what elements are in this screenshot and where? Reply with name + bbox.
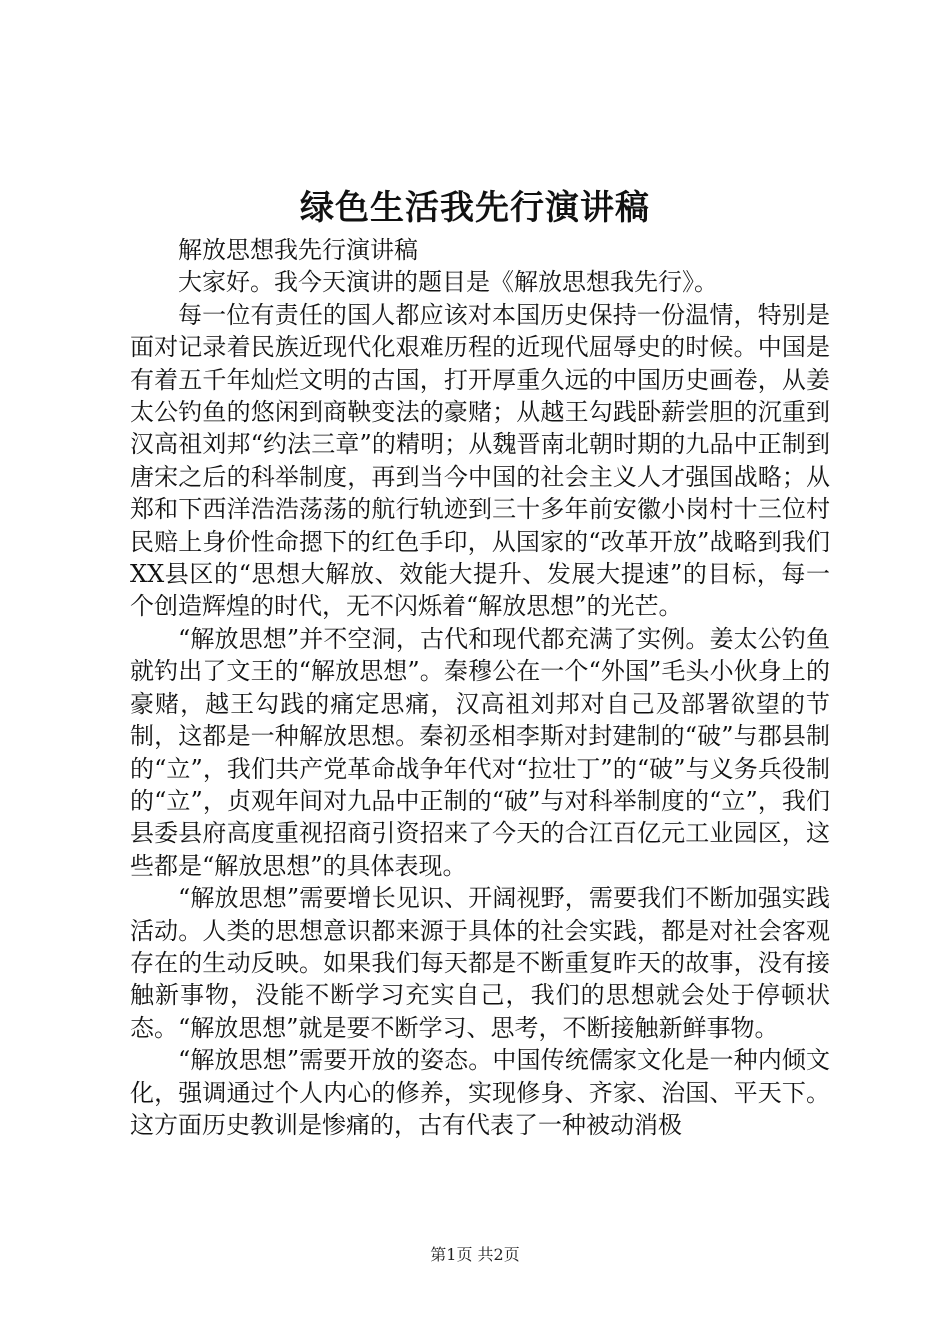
paragraph-greeting: 大家好。我今天演讲的题目是《解放思想我先行》。: [178, 268, 718, 297]
paragraph-subtitle: 解放思想我先行演讲稿: [178, 236, 418, 264]
paragraph: “解放思想”并不空洞，古代和现代都充满了实例。姜太公钓鱼就钓出了文王的“解放思想”。秦穆公在一个“外国”毛头小伙身上的豪赌，越王勾践的痛定思痛，汉高祖刘邦对自己及部署欲望的节制，这都是一种解放思想。秦初丞相李斯对封建制的“破”与郡县制的“立”，我们共产党革命战争年代对“拉壮丁”的“破”与义务兵役制的“立”，贞观年间对九品中正制的“破”与对科举制度的“立”，我们县委县府高度重视招商引资招来了今天的合江百亿元工业园区，这些都是“解放思想”的具体表现。: [130, 624, 830, 880]
document-body: [130, 234, 830, 1141]
paragraph: “解放思想”需要增长见识、开阔视野，需要我们不断加强实践活动。人类的思想意识都来源于具体的社会实践，都是对社会客观存在的生动反映。如果我们每天都是不断重复昨天的故事，没有接触新事物，没能不断学习充实自己，我们的思想就会处于停顿状态。“解放思想”就是要不断学习、思考，不断接触新鲜事物。: [130, 884, 830, 1042]
document-title: 绿色生活我先行演讲稿: [300, 188, 650, 228]
paragraph: 每一位有责任的国人都应该对本国历史保持一份温情，特别是面对记录着民族近现代化艰难历程的近现代屈辱史的时候。中国是有着五千年灿烂文明的古国，打开厚重久远的中国历史画卷，从姜太公钓鱼的悠闲到商鞅变法的豪赌；从越王勾践卧薪尝胆的沉重到汉高祖刘邦“约法三章”的精明；从魏晋南北朝时期的九品中正制到唐宋之后的科举制度，再到当今中国的社会主义人才强国战略；从郑和下西洋浩浩荡荡的航行轨迹到三十多年前安徽小岗村十三位村民赔上身价性命摁下的红色手印，从国家的“改革开放”战略到我们XX县区的“思想大解放、效能大提升、发展大提速”的目标，每一个创造辉煌的时代，无不闪烁着“解放思想”的光芒。: [130, 300, 830, 621]
page-number-footer: 第1页 共2页: [430, 1245, 520, 1264]
paragraph: “解放思想”需要开放的姿态。中国传统儒家文化是一种内倾文化，强调通过个人内心的修养，实现修身、齐家、治国、平天下。这方面历史教训是惨痛的，古有代表了一种被动消极: [130, 1046, 830, 1139]
